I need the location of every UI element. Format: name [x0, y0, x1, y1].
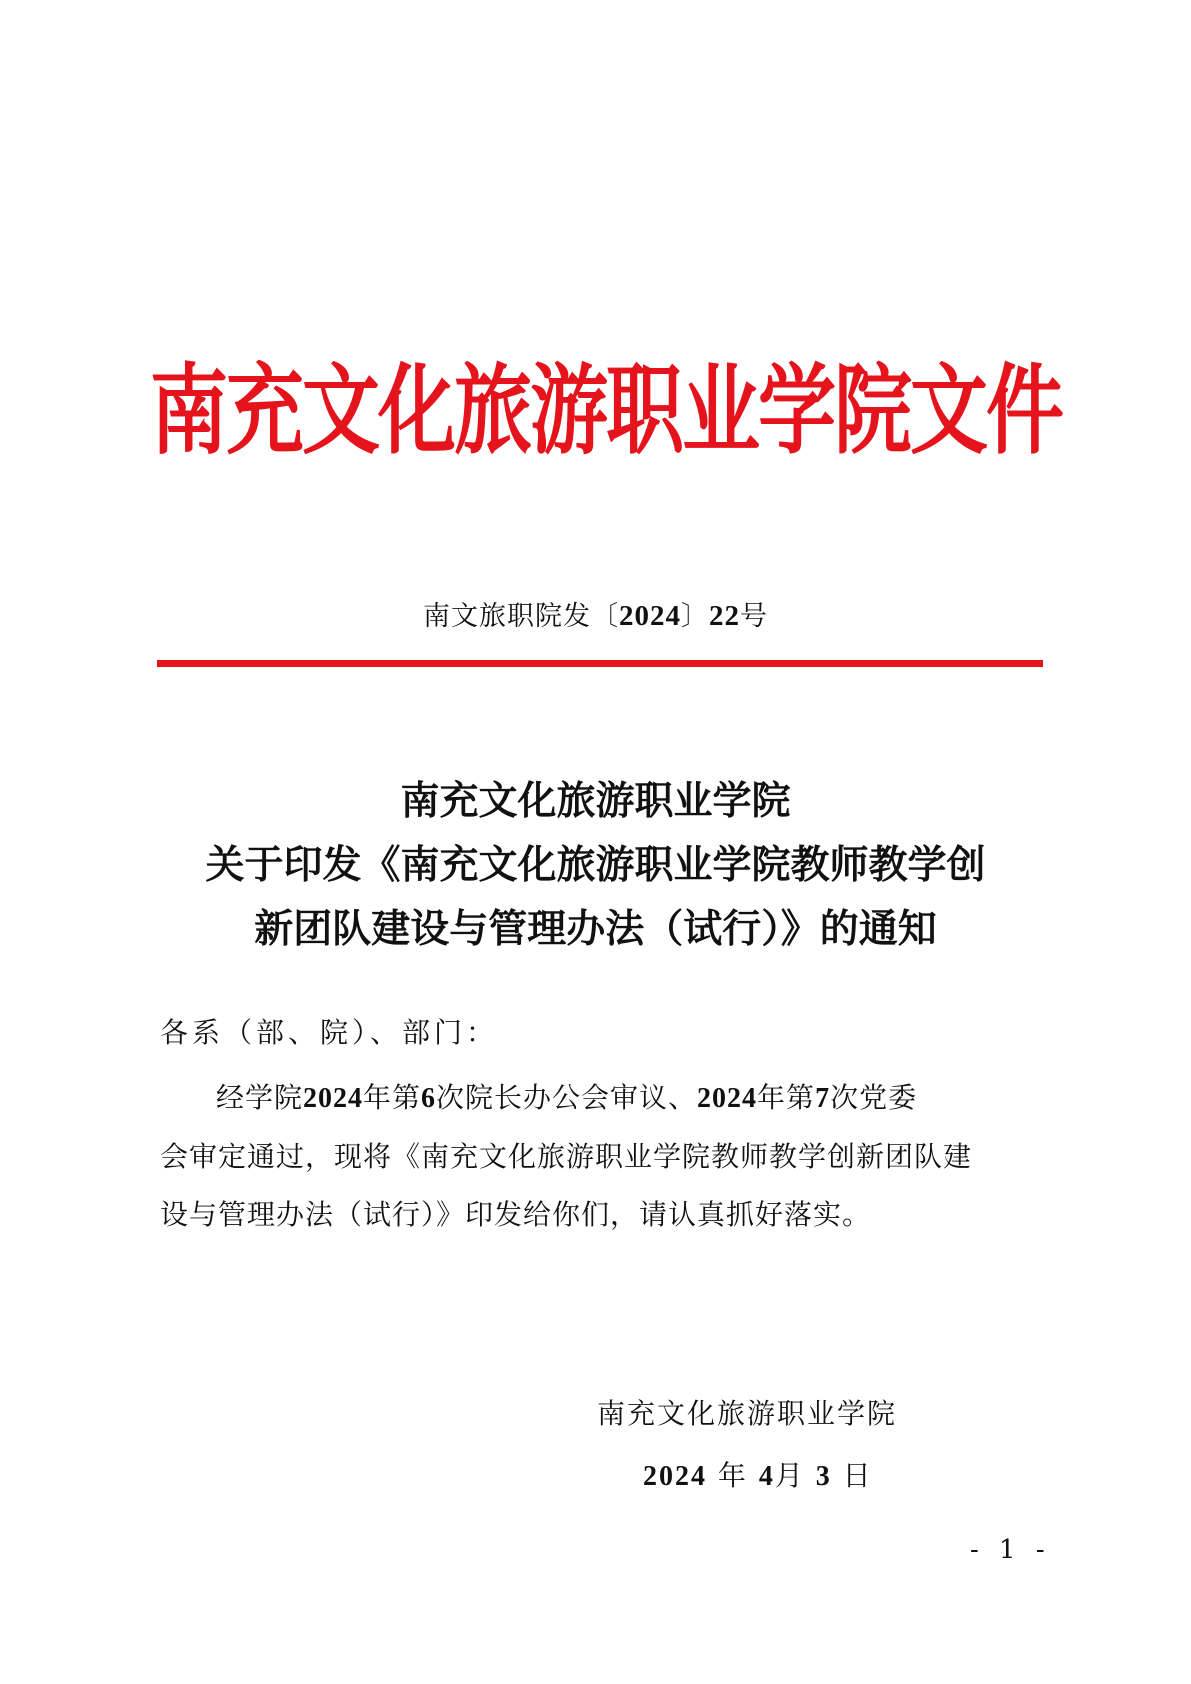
body-number-2: 7: [815, 1083, 831, 1114]
body-line-3: 设与管理办法（试行）》印发给你们，请认真抓好落实。: [160, 1198, 872, 1231]
body-paragraph: [160, 1069, 1050, 1244]
body-year-1: 2024: [303, 1083, 364, 1114]
body-text-segment: 次党委: [830, 1081, 918, 1114]
doc-number-suffix: 号: [740, 601, 768, 632]
title-line-2: 关于印发《南充文化旅游职业学院教师教学创: [205, 843, 986, 888]
document-title: [0, 770, 1191, 962]
masthead-title: 南充文化旅游职业学院文件: [150, 354, 1063, 469]
doc-number-prefix: 南文旅职院发〔: [423, 601, 619, 632]
page-number: - 1 -: [970, 1535, 1051, 1565]
body-text-segment: 年第: [363, 1081, 422, 1114]
title-line-1: 南充文化旅游职业学院: [400, 779, 791, 824]
body-number-1: 6: [421, 1083, 437, 1114]
signature-date: [643, 1456, 873, 1497]
red-separator-rule: [157, 660, 1043, 667]
body-text-segment: 次院长办公会审议、: [436, 1081, 698, 1114]
body-line-2: 会审定通过，现将《南充文化旅游职业学院教师教学创新团队建: [160, 1140, 973, 1173]
body-text-segment: 年第: [757, 1081, 816, 1114]
title-line-3: 新团队建设与管理办法（试行）》的通知: [254, 907, 937, 952]
date-month-unit: 月: [774, 1459, 805, 1492]
date-month: 4: [758, 1461, 775, 1492]
salutation: 各系（部、院）、部门：: [160, 1016, 499, 1049]
body-text-segment: 经学院: [216, 1081, 304, 1114]
date-day-unit: 日: [842, 1459, 873, 1492]
body-year-2: 2024: [697, 1083, 758, 1114]
signature-organization: 南充文化旅游职业学院: [597, 1397, 898, 1430]
document-number: [0, 596, 1191, 637]
doc-number-value: 22: [709, 600, 740, 632]
doc-number-bracket: 〕: [681, 601, 709, 632]
body-line-1: [160, 1069, 1050, 1128]
date-year: 2024: [643, 1461, 707, 1492]
doc-number-year: 2024: [619, 600, 681, 632]
date-year-unit: 年: [717, 1459, 748, 1492]
date-day: 3: [815, 1461, 832, 1492]
